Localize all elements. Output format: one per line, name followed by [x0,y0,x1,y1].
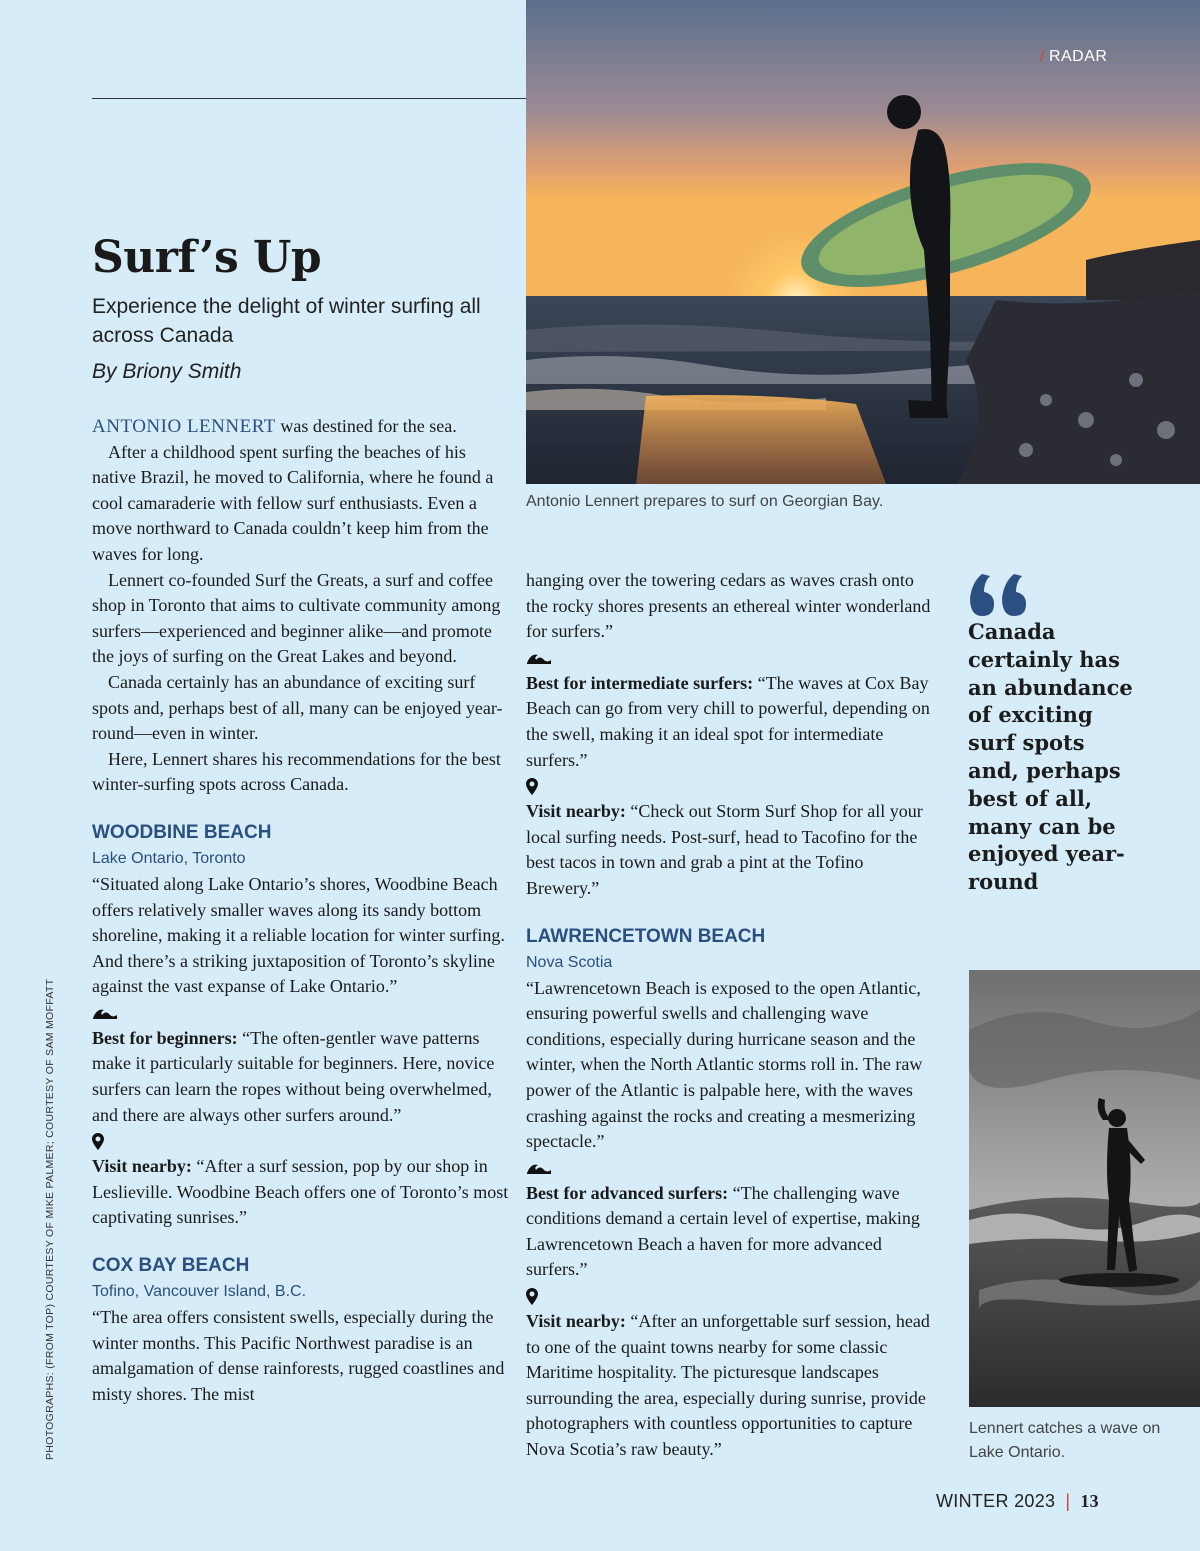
article-subtitle: Experience the delight of winter surfing all across Canada [92,295,481,347]
skill-text: “The often-gentler wave patterns make it particularly suitable for beginners. Here, novice surfers can learn the ropes without being overwhelmed, and there are always other surfers around.” [92,1027,495,1125]
nearby-label: Visit nearby: [92,1156,192,1177]
photo-credit: PHOTOGRAPHS: (FROM TOP) COURTESY OF MIKE PALMER; COURTESY OF SAM MOFFATT [44,978,56,1460]
intro-paragraph: Here, Lennert shares his recommendations for the best winter-surfing spots across Canada. [92,748,501,795]
article-column-1 [92,414,510,1407]
intro-paragraph: Canada certainly has an abundance of exciting surf spots and, perhaps best of all, many can be enjoyed year-round—even in winter. [92,671,503,744]
skill-label: Best for beginners: [92,1027,238,1048]
lead-paragraph [92,414,510,440]
section-label [1040,48,1107,66]
skill-level [526,671,938,773]
beach-heading: WOODBINE BEACH [92,821,272,843]
beach-description: “The area offers consistent swells, especially during the winter months. This Pacific Northwest paradise is an amalgamation of dense rainforests, rugged coastlines and misty shores. The mist [92,1307,505,1404]
nearby-text: “After an unforgettable surf session, head to one of the quaint towns nearby for some classic Maritime hospitality. The picturesque landscapes surrounding the area, especially during sunrise, provide photographers with countless opportunities to capture Nova Scotia’s raw beauty.” [526,1311,930,1460]
beach-location: Nova Scotia [526,953,613,971]
beach-description: “Situated along Lake Ontario’s shores, Woodbine Beach offers relatively smaller waves along its sandy bottom shoreline, making it a reliable location for winter surfing. And there’s a striking juxtaposition of Toronto’s skyline against the vast expanse of Lake Ontario.” [92,873,505,997]
nearby-label: Visit nearby: [526,1311,626,1332]
side-photo [969,970,1200,1407]
beach-heading: LAWRENCETOWN BEACH [526,925,766,947]
pull-quote-text: Canada certainly has an abundance of exciting surf spots and, perhaps best of all, many can be enjoyed year-round [968,619,1133,895]
article-title: Surf’s Up [92,232,322,283]
visit-nearby [92,1154,510,1231]
location-pin-icon [526,773,938,799]
wave-icon [92,1000,510,1026]
intro-paragraph: Lennert co-founded Surf the Greats, a surf and coffee shop in Toronto that aims to cultivate community among surfers—experienced and beginner alike—and promote the joys of surfing on the Great Lakes and beyond. [92,569,501,667]
page-number: 13 [1080,1491,1099,1511]
lead-name: ANTONIO LENNERT [92,416,276,437]
section-slash: / [1040,48,1045,65]
location-pin-icon [92,1128,510,1154]
skill-level [92,1026,510,1128]
hero-caption: Antonio Lennert prepares to surf on Georgian Bay. [526,493,884,510]
issue-label: WINTER 2023 [936,1491,1056,1511]
beach-location: Lake Ontario, Toronto [92,849,246,867]
skill-label: Best for advanced surfers: [526,1182,729,1203]
beach-description-continued: hanging over the towering cedars as waves crash onto the rocky shores presents an ethereal winter wonderland for surfers.” [526,570,931,642]
quote-mark-icon [968,570,1028,618]
nearby-text: “After a surf session, pop by our shop in Leslieville. Woodbine Beach offers one of Toronto’s most captivating sunrises.” [92,1156,509,1228]
folio-separator: | [1065,1491,1071,1511]
location-pin-icon [526,1283,938,1309]
skill-text: “The challenging wave conditions demand a certain level of expertise, making Lawrencetown Beach a haven for more advanced surfers.” [526,1182,920,1280]
skill-label: Best for intermediate surfers: [526,672,754,693]
pull-quote [968,570,1138,896]
header-rule [92,98,526,99]
beach-description: “Lawrencetown Beach is exposed to the open Atlantic, ensuring powerful swells and challenging wave conditions, especially during hurricane season and the winter, when the North Atlantic storms roll in. The raw power of the Atlantic is palpable here, with the waves crashing against the rocks and creating a mesmerizing spectacle.” [526,977,923,1152]
page-folio [936,1491,1099,1512]
beach-heading: COX BAY BEACH [92,1255,250,1277]
side-photo-caption: Lennert catches a wave on Lake Ontario. [969,1420,1161,1461]
visit-nearby [526,1309,938,1463]
lead-rest: was destined for the sea. [275,416,457,436]
nearby-label: Visit nearby: [526,801,626,822]
wave-icon [526,645,938,671]
wave-icon [526,1155,938,1181]
skill-text: “The waves at Cox Bay Beach can go from very chill to powerful, depending on the swell, making it an ideal spot for intermediate surfers.” [526,672,930,770]
section-label-text: RADAR [1048,48,1108,65]
nearby-text: “Check out Storm Surf Shop for all your local surfing needs. Post-surf, head to Tacofino for the best tacos in town and grab a pint at the Tofino Brewery.” [526,801,923,898]
skill-level [526,1181,938,1283]
beach-location: Tofino, Vancouver Island, B.C. [92,1283,307,1301]
article-byline: By Briony Smith [92,360,242,383]
hero-photo [526,0,1200,484]
intro-paragraph: After a childhood spent surfing the beaches of his native Brazil, he moved to California, where he found a cool camaraderie with fellow surf enthusiasts. Even a move northward to Canada couldn’t keep him from the waves for long. [92,441,494,564]
article-column-2 [526,568,938,1463]
visit-nearby [526,799,938,901]
